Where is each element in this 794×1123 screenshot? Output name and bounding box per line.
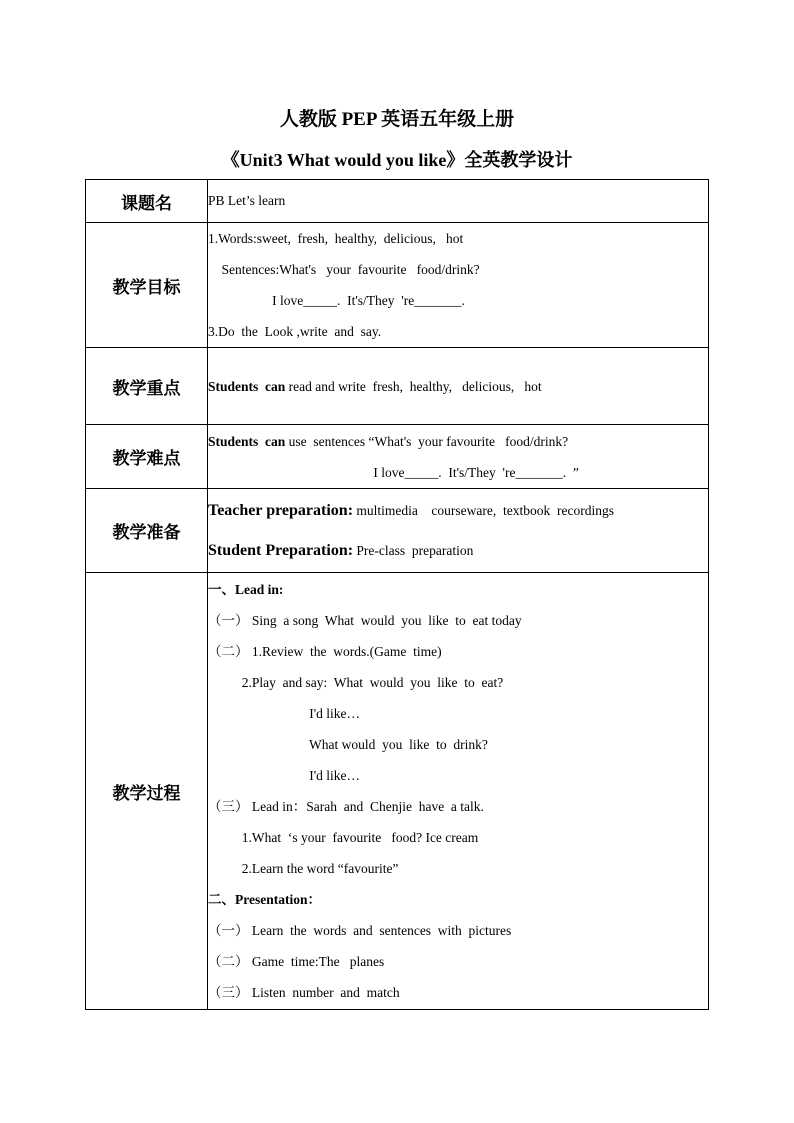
objectives-line: I love_____. It's/They 're_______. xyxy=(208,293,465,308)
teacher-preparation-lead: Teacher preparation: xyxy=(208,501,354,519)
key-points-text: read and write fresh, healthy, delicious, hot xyxy=(285,378,542,394)
process-line: What would you like to drink? xyxy=(208,737,488,752)
objectives-label: 教学目标 xyxy=(86,223,208,348)
difficulties-text: use sentences “What's your favourite food/drink? xyxy=(285,433,569,449)
student-preparation-lead: Student Preparation: xyxy=(208,541,354,559)
topic-label: 课题名 xyxy=(86,180,208,223)
process-line: 二、Presentation： xyxy=(208,892,321,907)
row-objectives xyxy=(86,223,709,348)
document-title: 人教版 PEP 英语五年级上册 xyxy=(279,109,515,130)
lesson-plan-table xyxy=(85,179,709,1010)
process-line: （一） Sing a song What would you like to eat today xyxy=(208,613,522,628)
difficulties-lead: Students can xyxy=(208,433,286,449)
student-preparation-text: Pre-class preparation xyxy=(353,542,474,558)
row-topic xyxy=(86,180,709,223)
preparation-label: 教学准备 xyxy=(86,489,208,573)
key-points-lead: Students can xyxy=(208,378,286,394)
teacher-preparation-text: multimedia courseware, textbook recordings xyxy=(353,502,614,518)
process-line: （三） Listen number and match xyxy=(208,985,400,1000)
student-preparation-line xyxy=(208,531,708,571)
preparation-content xyxy=(208,489,709,573)
process-content xyxy=(208,573,709,1010)
process-line: 2.Learn the word “favourite” xyxy=(208,861,399,876)
difficulties-line xyxy=(208,426,708,457)
process-label: 教学过程 xyxy=(86,573,208,1010)
objectives-line: 1.Words:sweet, fresh, healthy, delicious, hot xyxy=(208,231,464,246)
document-subtitle: 《Unit3 What would you like》全英教学设计 xyxy=(221,150,573,170)
difficulties-content xyxy=(208,425,709,489)
difficulties-label: 教学难点 xyxy=(86,425,208,489)
objectives-line: Sentences:What's your favourite food/drink? xyxy=(208,262,480,277)
process-line: 一、Lead in: xyxy=(208,582,284,597)
process-line: I'd like… xyxy=(208,706,361,721)
row-difficulties xyxy=(86,425,709,489)
process-line: （二） Game time:The planes xyxy=(208,954,385,969)
objectives-line: 3.Do the Look ,write and say. xyxy=(208,324,382,339)
teacher-preparation-line xyxy=(208,491,708,531)
key-points-label: 教学重点 xyxy=(86,348,208,425)
key-points-content xyxy=(208,348,709,425)
process-line: 1.What ‘s your favourite food? Ice cream xyxy=(208,830,479,845)
row-preparation xyxy=(86,489,709,573)
difficulties-line: I love_____. It's/They 're_______. ” xyxy=(208,464,579,480)
row-process xyxy=(86,573,709,1010)
topic-value: PB Let’s learn xyxy=(208,180,709,223)
process-line: 2.Play and say: What would you like to eat? xyxy=(208,675,504,690)
process-line: I'd like… xyxy=(208,768,361,783)
process-line: （一） Learn the words and sentences with pictures xyxy=(208,923,512,938)
key-points-line xyxy=(208,371,708,402)
process-line: （三） Lead in：Sarah and Chenjie have a talk. xyxy=(208,799,484,814)
process-line: （二） 1.Review the words.(Game time) xyxy=(208,644,442,659)
objectives-content xyxy=(208,223,709,348)
row-key-points xyxy=(86,348,709,425)
